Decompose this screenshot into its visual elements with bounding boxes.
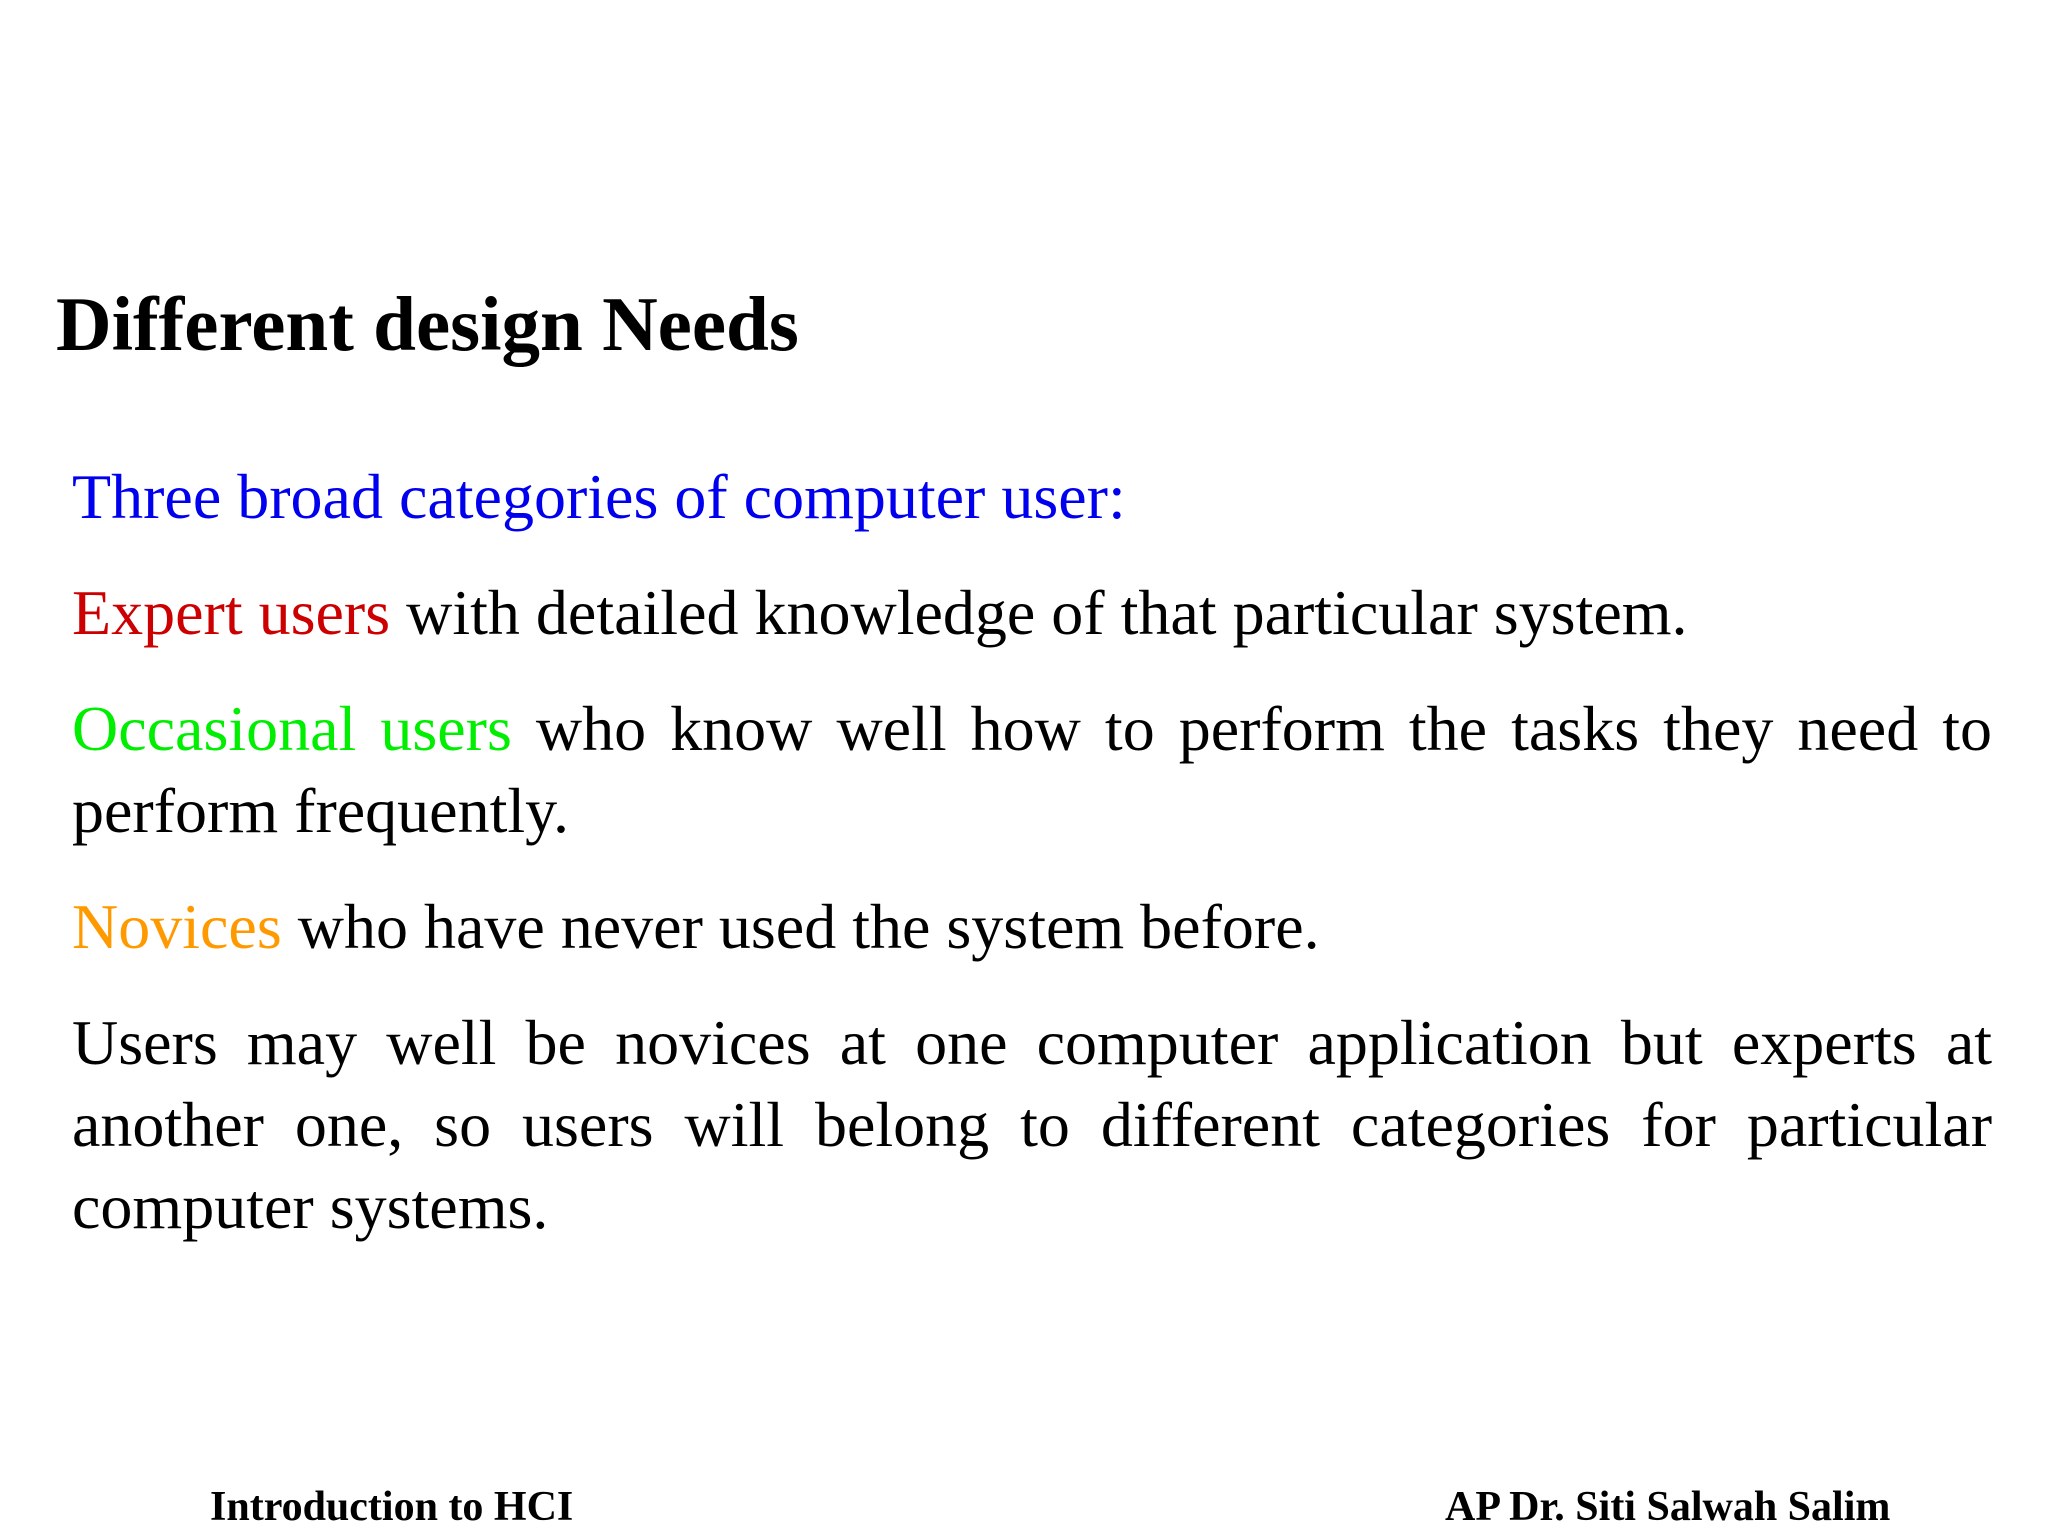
occasional-label: Occasional users: [72, 693, 512, 764]
novice-label: Novices: [72, 891, 282, 962]
slide-title: Different design Needs: [56, 281, 799, 367]
novice-paragraph: [72, 886, 1992, 968]
expert-label: Expert users: [72, 577, 391, 648]
occasional-paragraph: [72, 688, 1992, 852]
expert-text: with detailed knowledge of that particular system.: [390, 577, 1688, 648]
occasional-text: who know well how to perform the tasks they need to perform frequently.: [72, 693, 1993, 846]
slide-body: [72, 456, 1992, 1282]
footer-course: Introduction to HCI: [210, 1484, 574, 1530]
expert-paragraph: [72, 572, 1992, 654]
footer-author: AP Dr. Siti Salwah Salim: [1445, 1484, 1891, 1530]
novice-text: who have never used the system before.: [281, 891, 1320, 962]
intro-line: Three broad categories of computer user:: [72, 461, 1126, 532]
summary-paragraph: Users may well be novices at one computer application but experts at another one, so users will belong to different categories for particular computer systems.: [72, 1007, 1992, 1242]
